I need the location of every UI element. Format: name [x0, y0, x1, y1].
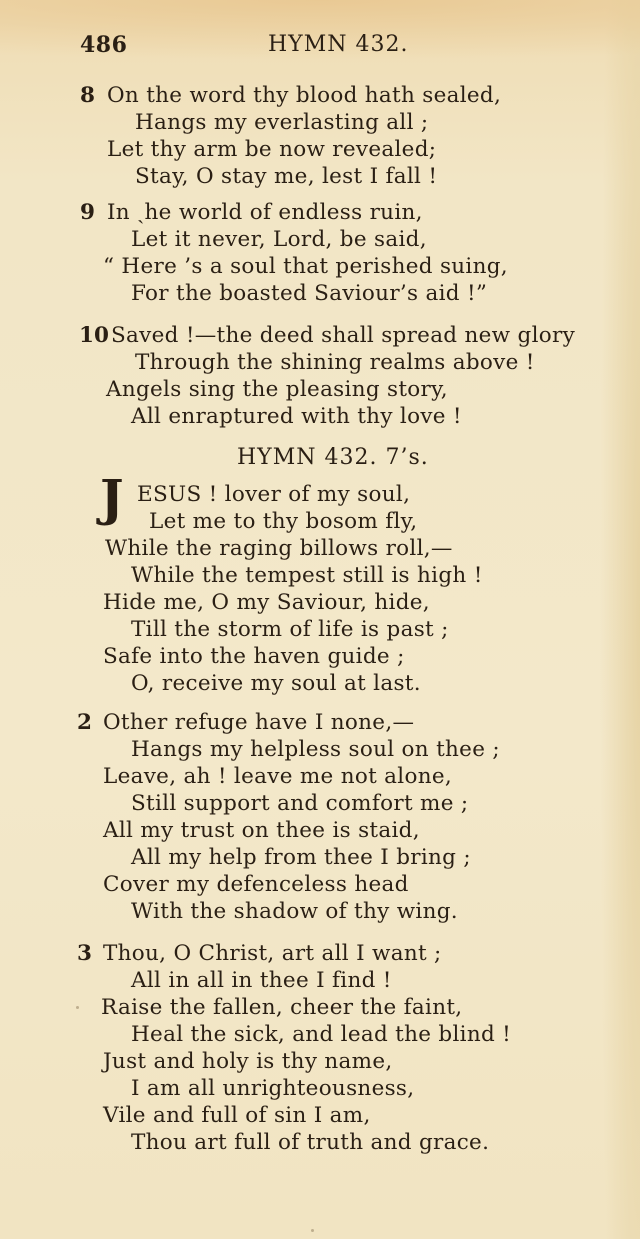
verse-line: Vile and full of sin I am, [103, 1103, 371, 1128]
verse-line: Through the shining realms above ! [135, 350, 535, 375]
verse-line: All my help from thee I bring ; [131, 845, 471, 870]
dropcap-letter: J [100, 468, 124, 527]
verse-line: All in all in thee I find ! [131, 968, 392, 993]
verse-line: Leave, ah ! leave me not alone, [103, 764, 453, 789]
hymn-title: HYMN 432. 7’s. [237, 445, 429, 470]
verse-line: Let me to thy bosom fly, [149, 509, 418, 534]
verse-line: Still support and comfort me ; [131, 791, 469, 816]
verse-line: For the boasted Saviour’s aid !” [131, 281, 488, 306]
verse-line: All enraptured with thy love ! [131, 404, 462, 429]
paper-speck [311, 1229, 314, 1232]
stanza-number: 10 [79, 323, 109, 348]
verse-line: “ Here ’s a soul that perished suing, [103, 254, 508, 279]
verse-line: All my trust on thee is staid, [103, 818, 420, 843]
verse-line: Heal the sick, and lead the blind ! [131, 1022, 512, 1047]
stanza-number: 9 [80, 200, 95, 225]
verse-line: While the tempest still is high ! [131, 563, 483, 588]
verse-line: Hide me, O my Saviour, hide, [103, 590, 430, 615]
running-title: HYMN 432. [268, 32, 409, 57]
stanza-number: 2 [77, 710, 92, 735]
verse-line: While the raging billows roll,— [105, 536, 453, 561]
verse-line: Saved !—the deed shall spread new glory [111, 323, 576, 348]
stanza-number: 3 [77, 941, 92, 966]
verse-line: Safe into the haven guide ; [103, 644, 405, 669]
verse-line: On the word thy blood hath sealed, [107, 83, 502, 108]
verse-line: ESUS ! lover of my soul, [137, 482, 411, 507]
verse-line: Cover my defenceless head [103, 872, 409, 897]
verse-line: In ˏhe world of endless ruin, [107, 200, 423, 225]
verse-line: Angels sing the pleasing story, [106, 377, 448, 402]
paper-speck [76, 1006, 79, 1009]
verse-line: Thou art full of truth and grace. [131, 1130, 490, 1155]
verse-line: Let it never, Lord, be said, [131, 227, 427, 252]
page-header [0, 32, 640, 64]
verse-line: Till the storm of life is past ; [131, 617, 449, 642]
verse-line: With the shadow of thy wing. [131, 899, 458, 924]
verse-line: Thou, O Christ, art all I want ; [103, 941, 442, 966]
verse-line: Let thy arm be now revealed; [107, 137, 437, 162]
verse-line: O, receive my soul at last. [131, 671, 421, 696]
page-number: 486 [80, 32, 128, 58]
verse-line: Hangs my helpless soul on thee ; [131, 737, 500, 762]
verse-line: Stay, O stay me, lest I fall ! [135, 164, 438, 189]
verse-line: Raise the fallen, cheer the faint, [101, 995, 463, 1020]
verse-line: Other refuge have I none,— [103, 710, 415, 735]
stanza-number: 8 [80, 83, 95, 108]
verse-line: I am all unrighteousness, [131, 1076, 415, 1101]
verse-line: Just and holy is thy name, [103, 1049, 393, 1074]
verse-line: Hangs my everlasting all ; [135, 110, 429, 135]
